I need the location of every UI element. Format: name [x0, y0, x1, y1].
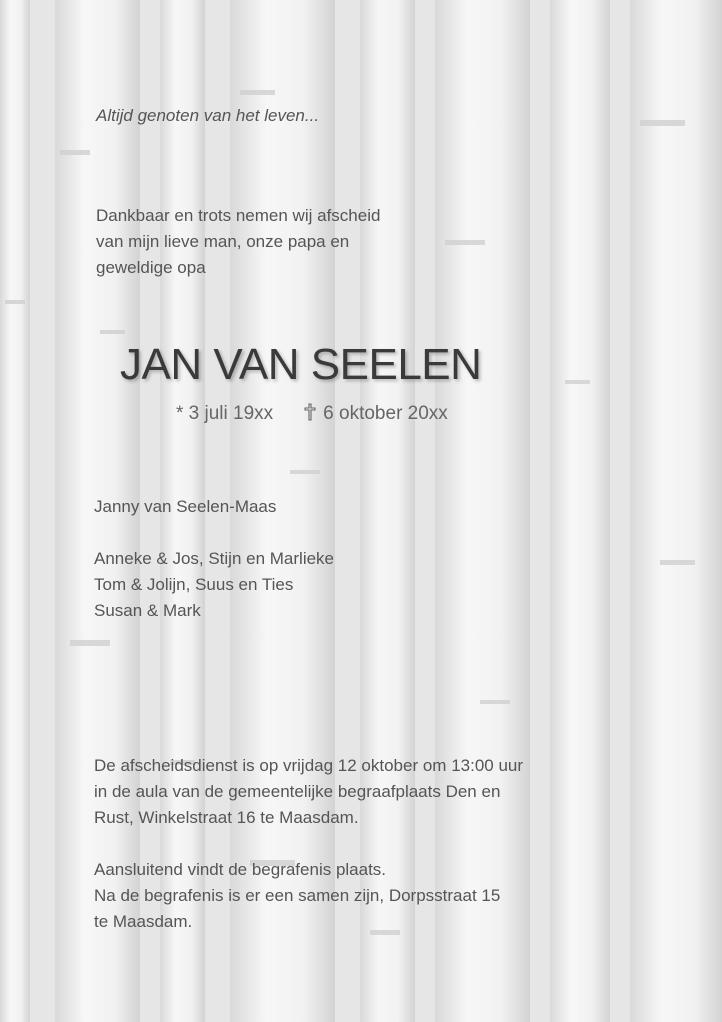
motto: Altijd genoten van het leven... [96, 106, 320, 125]
cross-icon [303, 403, 317, 421]
death-date: 6 oktober 20xx [323, 403, 448, 424]
service-info [94, 753, 654, 935]
service-line: De afscheidsdienst is op vrijdag 12 oktober om 13:00 uur [94, 756, 524, 775]
family-line: Susan & Mark [94, 601, 201, 620]
intro-line: van mijn lieve man, onze papa en [96, 232, 350, 251]
after-line: te Maasdam. [94, 912, 193, 931]
life-dates [176, 403, 448, 425]
after-line: Aansluitend vindt de begrafenis plaats. [94, 860, 387, 879]
birth-date: * 3 juli 19xx [176, 403, 274, 424]
spouse-name: Janny van Seelen-Maas [94, 497, 277, 516]
service-line: in de aula van de gemeentelijke begraafplaats Den en [94, 782, 501, 801]
service-line: Rust, Winkelstraat 16 te Maasdam. [94, 808, 359, 827]
family-list [94, 494, 334, 624]
family-line: Tom & Jolijn, Suus en Ties [94, 575, 294, 594]
after-line: Na de begrafenis is er een samen zijn, Dorpsstraat 15 [94, 886, 501, 905]
intro-text [96, 203, 496, 281]
intro-line: Dankbaar en trots nemen wij afscheid [96, 206, 381, 225]
family-line: Anneke & Jos, Stijn en Marlieke [94, 549, 335, 568]
deceased-name: JAN VAN SEELEN [120, 340, 482, 389]
intro-line: geweldige opa [96, 258, 206, 277]
